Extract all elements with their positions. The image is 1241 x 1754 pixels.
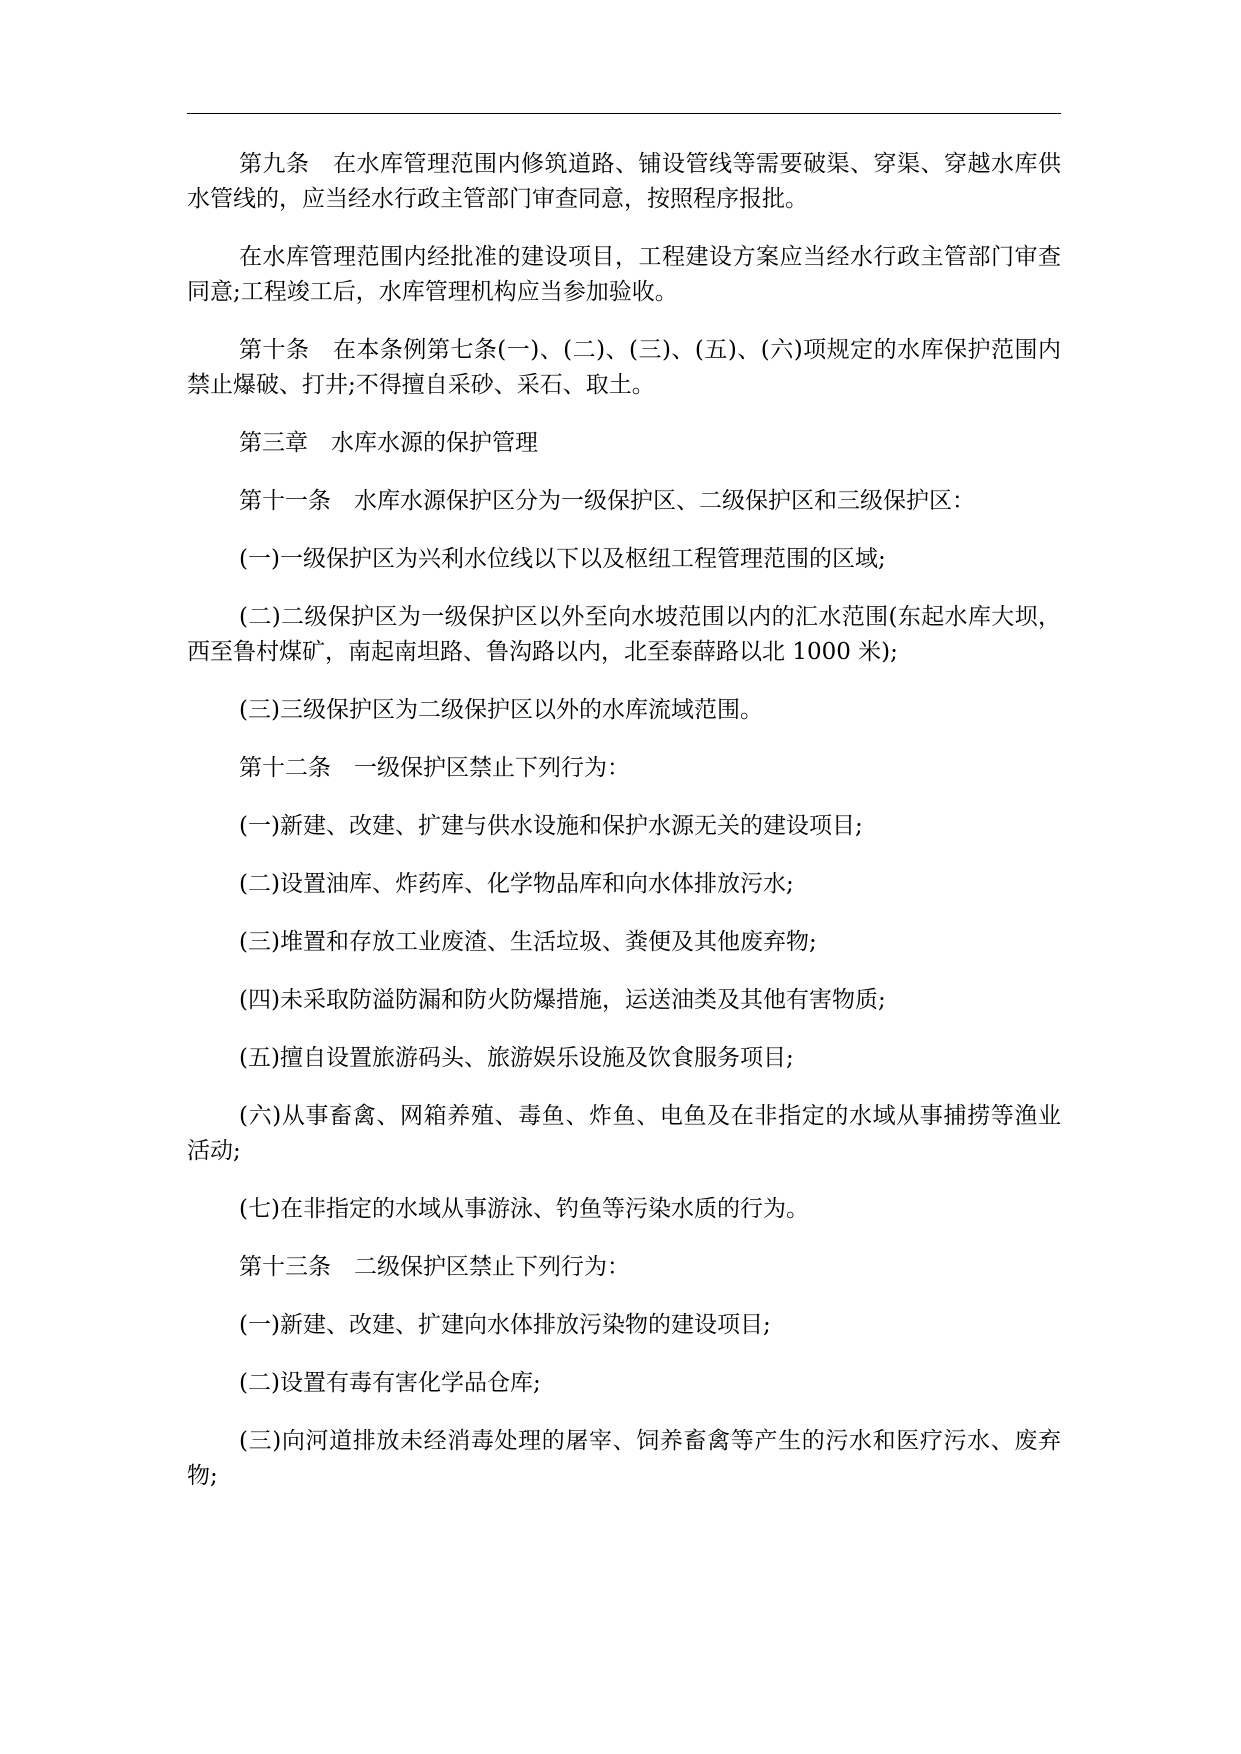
paragraph-article-13: 第十三条 二级保护区禁止下列行为： bbox=[239, 1254, 630, 1280]
list-item: (一)新建、改建、扩建与供水设施和保护水源无关的建设项目; bbox=[239, 813, 863, 839]
list-item: (二)设置有毒有害化学品仓库; bbox=[239, 1370, 541, 1396]
list-item: (一)一级保护区为兴利水位线以下以及枢纽工程管理范围的区域; bbox=[239, 546, 886, 572]
list-item: (三)向河道排放未经消毒处理的屠宰、饲养畜禽等产生的污水和医疗污水、废弃物; bbox=[187, 1428, 1061, 1489]
paragraph-article-9-cont: 在水库管理范围内经批准的建设项目，工程建设方案应当经水行政主管部门审查同意;工程竣工后，水库管理机构应当参加验收。 bbox=[187, 244, 1061, 305]
paragraph-article-10: 第十条 在本条例第七条(一)、(二)、(三)、(五)、(六)项规定的水库保护范围内禁止爆破、打井;不得擅自采砂、采石、取土。 bbox=[187, 337, 1061, 398]
list-item: (六)从事畜禽、网箱养殖、毒鱼、炸鱼、电鱼及在非指定的水域从事捕捞等渔业活动; bbox=[187, 1103, 1061, 1164]
list-item: (七)在非指定的水域从事游泳、钓鱼等污染水质的行为。 bbox=[239, 1196, 809, 1222]
paragraph-article-12: 第十二条 一级保护区禁止下列行为： bbox=[239, 755, 630, 781]
paragraph-article-9: 第九条 在水库管理范围内修筑道路、铺设管线等需要破渠、穿渠、穿越水库供水管线的，应当经水行政主管部门审查同意，按照程序报批。 bbox=[187, 151, 1061, 212]
list-item: (四)未采取防溢防漏和防火防爆措施，运送油类及其他有害物质; bbox=[239, 987, 886, 1013]
list-item: (三)三级保护区为二级保护区以外的水库流域范围。 bbox=[239, 697, 763, 723]
list-item: (五)擅自设置旅游码头、旅游娱乐设施及饮食服务项目; bbox=[239, 1045, 794, 1071]
document-body bbox=[187, 147, 1061, 1517]
list-item: (二)设置油库、炸药库、化学物品库和向水体排放污水; bbox=[239, 871, 794, 897]
list-item: (三)堆置和存放工业废渣、生活垃圾、粪便及其他废弃物; bbox=[239, 929, 817, 955]
header-rule bbox=[187, 113, 1061, 114]
list-item: (一)新建、改建、扩建向水体排放污染物的建设项目; bbox=[239, 1312, 771, 1338]
chapter-heading: 第三章 水库水源的保护管理 bbox=[239, 430, 538, 456]
paragraph-article-11: 第十一条 水库水源保护区分为一级保护区、二级保护区和三级保护区： bbox=[239, 488, 975, 514]
list-item: (二)二级保护区为一级保护区以外至向水坡范围以内的汇水范围(东起水库大坝，西至鲁村煤矿，南起南坦路、鲁沟路以内，北至泰薛路以北 1000 米); bbox=[187, 604, 1061, 665]
